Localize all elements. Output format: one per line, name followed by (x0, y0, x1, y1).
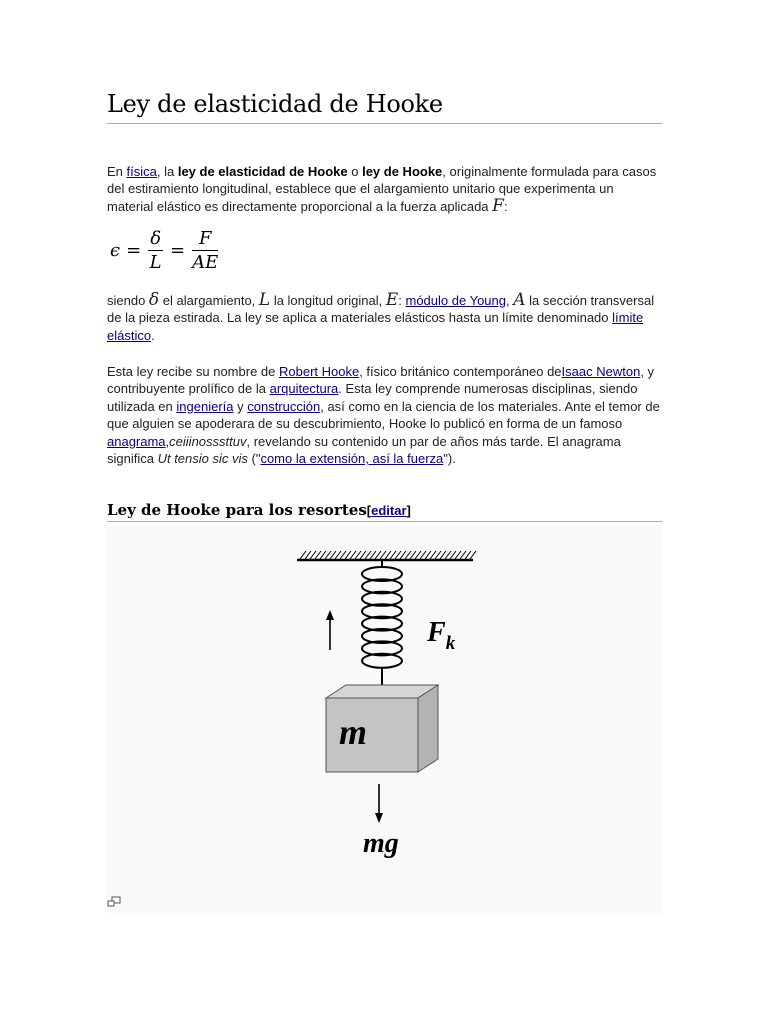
link-limite-elastico[interactable]: límite elástico (107, 310, 644, 343)
link-fisica[interactable]: física (126, 164, 157, 179)
weight-label: mg (363, 828, 399, 859)
math-symbol-A: A (513, 290, 526, 310)
history-text: , así como en la ciencia de los materiales. Ante el temor de que alguien se apoderara de su descubrimiento, Hooke lo publicó en forma de un famoso (107, 398, 660, 432)
page-title: Ley de elasticidad de Hooke (107, 90, 443, 118)
edit-bracket-close: ] (406, 503, 411, 518)
formula-equals: = (170, 240, 186, 261)
section-heading-text: Ley de Hooke para los resortes (107, 501, 367, 519)
definitions-text: la longitud original, (270, 293, 386, 308)
section-divider (107, 521, 662, 522)
history-text: y (233, 398, 248, 414)
formula-epsilon: ϵ (110, 240, 121, 261)
formula-equals: = (126, 240, 142, 261)
force-label-Fk: F (427, 617, 446, 648)
spring-figure (107, 526, 662, 913)
history-text: , y contribuyente prolífico de la (107, 364, 655, 397)
intro-paragraph (107, 163, 662, 215)
section-heading (107, 501, 411, 519)
hooke-formula (107, 228, 222, 278)
edit-bracket-open: [ (366, 503, 372, 518)
definitions-text: siendo (107, 293, 149, 308)
term-ley-hooke: ley de Hooke (362, 164, 443, 179)
anagram-text: ceiiinosssttuv (169, 433, 247, 449)
history-text: Esta ley recibe su nombre de (107, 364, 279, 379)
intro-text: o (347, 164, 363, 179)
intro-text: , la (156, 164, 178, 179)
history-text: , (165, 433, 170, 449)
definitions-paragraph (107, 292, 662, 344)
definitions-text: : (398, 293, 406, 308)
weight-force-arrow (375, 784, 383, 823)
title-divider (107, 123, 662, 124)
history-text: (" (247, 451, 261, 467)
math-symbol-F: F (492, 195, 504, 216)
force-label-subscript: k (445, 633, 456, 654)
link-anagrama[interactable]: anagrama (107, 433, 166, 449)
latin-phrase: Ut tensio sic vis (157, 451, 248, 467)
math-symbol-delta: δ (148, 290, 160, 310)
math-symbol-E: E (385, 290, 399, 310)
svg-text:Fk (426, 617, 456, 654)
definitions-text: el alargamiento, (159, 293, 259, 308)
link-robert-hooke[interactable]: Robert Hooke (278, 364, 360, 379)
spring-mass-diagram (107, 526, 662, 896)
fraction-denominator: L (149, 252, 162, 273)
fraction-F-over-AE (192, 228, 218, 273)
intro-text: , originalmente formulada para casos del estiramiento longitudinal, establece que el alargamiento unitario que experimenta un material elástico es directamente proporcional a la fuerza aplicada (107, 164, 657, 214)
edit-section (367, 503, 411, 518)
fraction-delta-over-L (148, 228, 163, 273)
history-text: "). (443, 451, 456, 467)
fraction-numerator: δ (150, 228, 162, 249)
magnify-clip-icon[interactable] (107, 896, 121, 908)
spring-force-arrow (326, 610, 334, 650)
spring-coil (362, 560, 402, 692)
link-construccion[interactable]: construcción (247, 398, 321, 414)
math-symbol-L: L (258, 290, 271, 310)
link-ingenieria[interactable]: ingeniería (176, 398, 234, 414)
fraction-numerator: F (192, 228, 218, 251)
intro-text: En (107, 164, 127, 179)
link-translation[interactable]: como la extensión, así la fuerza (260, 451, 444, 467)
edit-section-link[interactable]: editar (371, 503, 407, 518)
history-paragraph (107, 363, 662, 467)
term-ley-elasticidad: ley de elasticidad de Hooke (177, 164, 348, 179)
fraction-denominator: AE (192, 252, 219, 273)
history-text: , físico británico contemporáneo de (359, 364, 562, 379)
definitions-text: , (505, 293, 514, 308)
definitions-text: . (151, 327, 155, 343)
link-isaac-newton[interactable]: Isaac Newton (561, 364, 641, 379)
ceiling-hatch (297, 551, 476, 560)
history-text: , revelando su contenido un par de años más tarde. El anagrama significa (107, 433, 621, 467)
link-arquitectura[interactable]: arquitectura (269, 381, 339, 397)
intro-text: : (503, 198, 508, 214)
definitions-text: la sección transversal de la pieza estirada. La ley se aplica a materiales elásticos hasta un límite denominado (107, 293, 655, 326)
link-modulo-young[interactable]: módulo de Young (405, 293, 506, 308)
mass-label: m (339, 712, 368, 752)
history-text: . Esta ley comprende numerosas disciplinas, siendo utilizada en (107, 381, 638, 414)
